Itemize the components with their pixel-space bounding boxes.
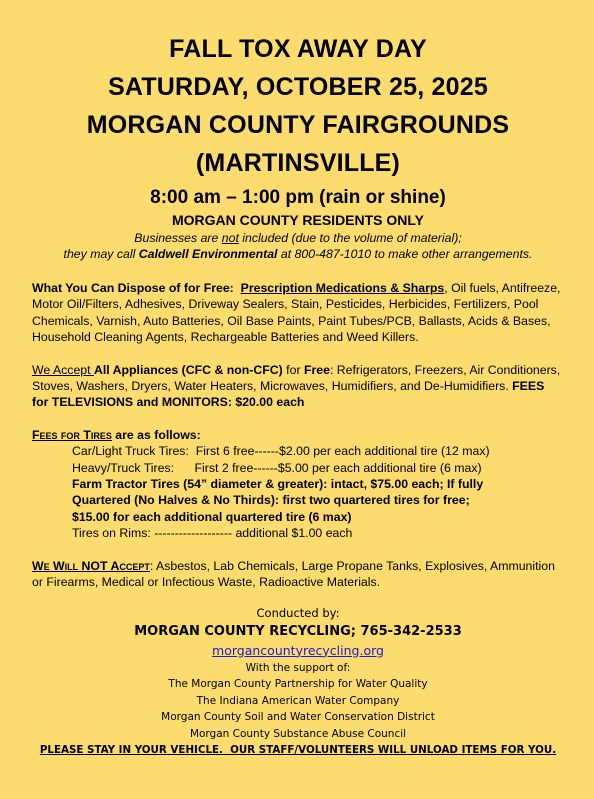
event-hours: 8:00 am – 1:00 pm (rain or shine) xyxy=(150,187,446,208)
title-line: (MARTINSVILLE) xyxy=(195,149,401,177)
tire-fees-section xyxy=(32,427,564,542)
supporter-item: The Morgan County Partnership for Water Quality xyxy=(168,678,428,690)
business-note xyxy=(32,230,564,262)
appliances-free: Free xyxy=(303,362,330,377)
tires-heading-rest: are as follows: xyxy=(111,427,201,442)
dispose-list: , Oil fuels, Antifreeze, Motor Oil/Filters, Adhesives, Driveway Sealers, Stain, Pesticides, Herbicides, Fertilizers, Pool Chemicals, Varnish, Auto Batteries, Oil Base Paints, Paint Tubes/PCB, Ballasts, Acids & Bases, Household Cleaning Agents, Rechargeable Batteries and Weed Killers. xyxy=(32,281,561,345)
tire-fee-rims: Tires on Rims: ------------------- additional $1.00 each xyxy=(72,526,353,541)
supporter-item: Morgan County Substance Abuse Council xyxy=(189,727,407,740)
tire-fee-farm: Farm Tractor Tires (54” diameter & greater): intact, $75.00 each; If fully xyxy=(72,477,484,492)
supporter-item: The Indiana American Water Company xyxy=(196,694,400,707)
note-text: included (due to the volume of material); xyxy=(238,231,462,245)
appliances-paragraph xyxy=(32,362,564,411)
support-intro: With the support of: xyxy=(245,661,351,674)
not-accepted-paragraph xyxy=(32,558,564,591)
note-not: not xyxy=(221,231,239,245)
dispose-highlight: Prescription Medications & Sharps xyxy=(240,281,445,295)
website-link[interactable]: morgancountyrecycling.org xyxy=(212,642,384,658)
appliances-bold: All Appliances (CFC & non-CFC) xyxy=(93,362,283,377)
note-text: Businesses are xyxy=(134,231,222,245)
appliances-mid: for xyxy=(282,362,304,377)
tires-heading: Fees for Tires xyxy=(32,427,112,442)
event-title xyxy=(32,30,564,182)
dispose-free-paragraph xyxy=(32,280,564,346)
dispose-label: What You Can Dispose of for Free: xyxy=(32,281,234,295)
title-line: SATURDAY, OCTOBER 25, 2025 xyxy=(108,73,488,101)
supporter-item: Morgan County Soil and Water Conservation District xyxy=(161,711,435,723)
tire-fee-car: Car/Light Truck Tires: First 6 free------$2.00 per each additional tire (12 max) xyxy=(72,444,490,459)
company-name: Caldwell Environmental xyxy=(138,247,278,261)
not-accept-list: : Asbestos, Lab Chemicals, Large Propane Tanks, Explosives, Ammunition or Firearms, Medical or Infectious Waste, Radioactive Materials. xyxy=(32,558,555,590)
tire-fee-heavy: Heavy/Truck Tires: First 2 free------$5.00 per each additional tire (6 max) xyxy=(72,460,482,475)
tire-fee-farm: Quartered (No Halves & No Thirds): first two quartered tires for free; xyxy=(72,493,470,508)
organizer-contact: MORGAN COUNTY RECYCLING; 765-342-2533 xyxy=(134,623,462,639)
tire-fee-farm: $15.00 for each additional quartered tire (6 max) xyxy=(72,509,352,524)
conducted-by: Conducted by: xyxy=(256,605,340,620)
appliances-list: : Refrigerators, Freezers, Air Conditioners, Stoves, Washers, Dryers, Water Heaters, Microwaves, Humidifiers, and De-Humidifiers. xyxy=(32,362,561,394)
note-text: they may call xyxy=(63,247,139,261)
note-text: at 800-487-1010 to make other arrangements. xyxy=(277,247,533,261)
title-line: MORGAN COUNTY FAIRGROUNDS xyxy=(86,111,510,139)
appliances-pre: We Accept xyxy=(32,362,94,377)
tv-monitor-fees: FEES for TELEVISIONS and MONITORS: $20.00 each xyxy=(32,379,545,410)
title-line: FALL TOX AWAY DAY xyxy=(169,35,427,63)
residents-only-notice: MORGAN COUNTY RESIDENTS ONLY xyxy=(171,212,425,228)
not-accept-label: We Will NOT Accept xyxy=(32,558,150,573)
footer-notice: PLEASE STAY IN YOUR VEHICLE. OUR STAFF/VOLUNTEERS WILL UNLOAD ITEMS FOR YOU. xyxy=(39,744,557,756)
